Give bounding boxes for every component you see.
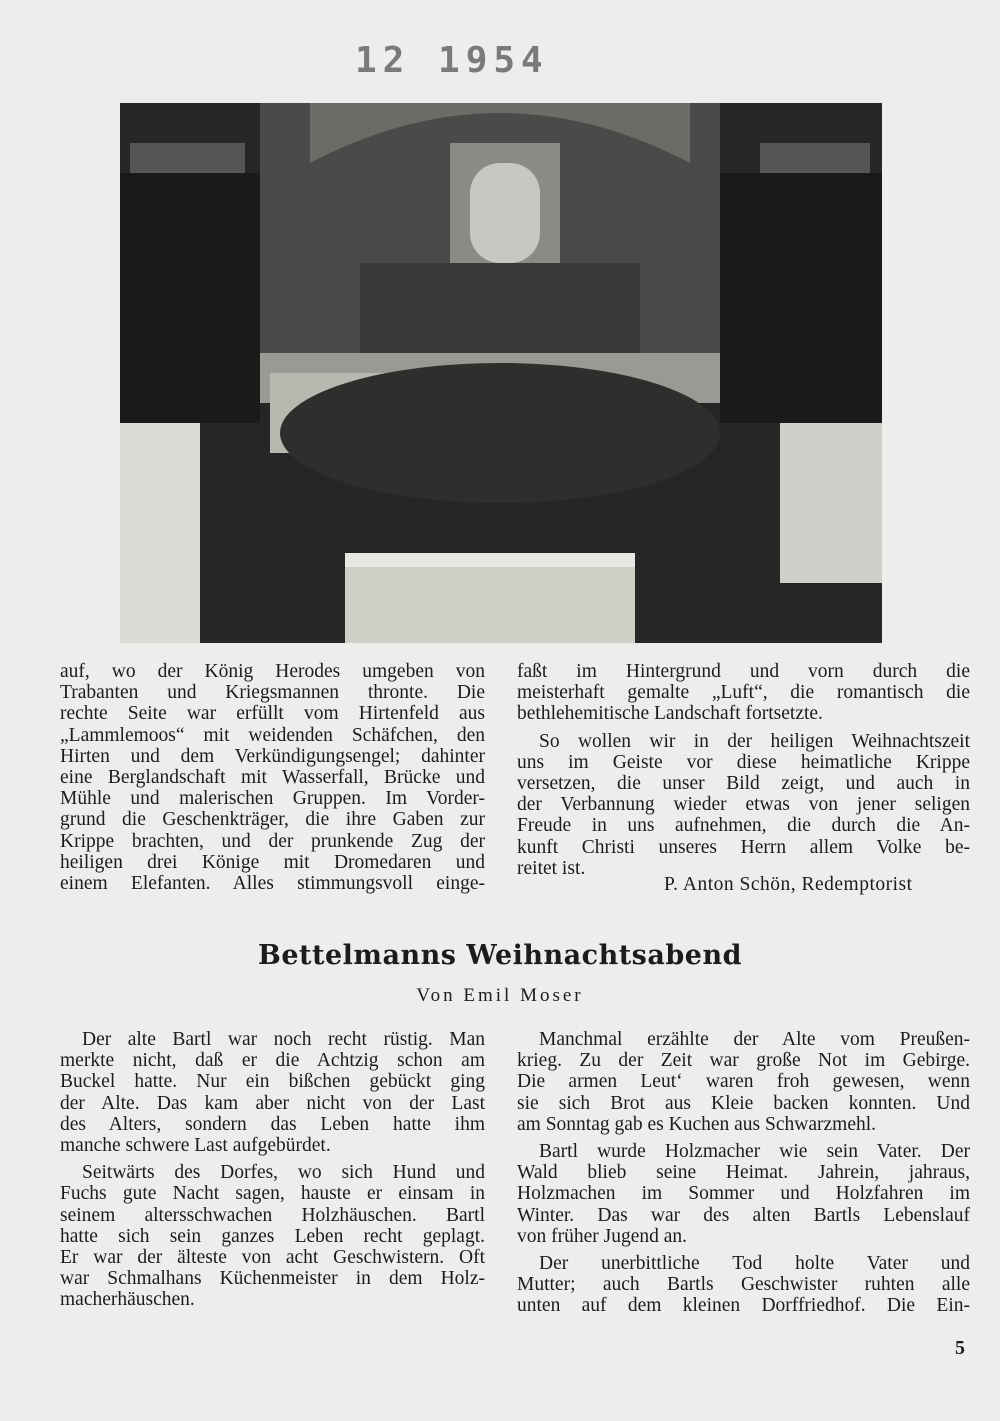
text-line: Freude in uns aufnehmen, die durch die An- <box>517 815 970 837</box>
text-line: Mutter; auch Bartls Geschwister ruhten alle <box>517 1274 970 1296</box>
text-line: So wollen wir in der heiligen Weihnachtszeit <box>539 730 970 752</box>
text-line: rechte Seite war erfüllt vom Hirtenfeld aus <box>60 703 485 725</box>
date-stamp: 12 1954 <box>355 40 549 81</box>
article2-right-column <box>517 1029 970 1322</box>
article1-signature: P. Anton Schön, Redemptorist <box>664 874 913 895</box>
text-line: der Alte. Das kam aber nicht von der Last <box>60 1092 485 1114</box>
text-line: seinem altersschwachen Holzhäuschen. Bartl <box>60 1204 485 1226</box>
text-line: meisterhaft gemalte „Luft“, die romantisch die <box>517 682 970 704</box>
altar-crib-photo <box>120 103 882 643</box>
text-line: Seitwärts des Dorfes, wo sich Hund und <box>82 1162 485 1184</box>
text-line: Winter. Das war des alten Bartls Lebenslauf <box>517 1204 970 1226</box>
text-line: kunft Christi unseres Herrn allem Volke be- <box>517 836 970 858</box>
paragraph <box>60 1029 485 1156</box>
text-line: auf, wo der König Herodes umgeben von <box>60 661 485 682</box>
text-line: „Lammlemoos“ mit weidenden Schäfchen, den <box>60 724 485 746</box>
text-line: sie sich Brot aus Kleie backen konnten. Und <box>517 1092 970 1114</box>
paragraph <box>517 731 970 879</box>
text-line: Bartl wurde Holzmacher wie sein Vater. Der <box>539 1140 970 1162</box>
text-line: eine Berglandschaft mit Wasserfall, Brücke und <box>60 766 485 788</box>
text-line: hatte sich sein ganzes Leben recht geplagt. <box>60 1225 485 1247</box>
article2-title: Bettelmanns Weihnachtsabend <box>258 940 742 971</box>
altar-photo-illustration <box>120 103 882 643</box>
text-line: merkte nicht, daß er die Achtzig schon am <box>60 1050 485 1072</box>
text-line: krieg. Zu der Zeit war große Not im Gebirge. <box>517 1050 970 1072</box>
paragraph <box>517 661 970 725</box>
paragraph <box>60 661 485 894</box>
paragraph <box>517 1029 970 1135</box>
article1-left-column <box>60 661 485 900</box>
text-line: von früher Jugend an. <box>517 1225 688 1247</box>
text-line: macherhäuschen. <box>60 1289 195 1311</box>
text-line: Mühle und malerischen Gruppen. Im Vorder- <box>60 788 485 810</box>
text-line: Manchmal erzählte der Alte vom Preußen- <box>539 1029 970 1050</box>
text-line: Er war der älteste von acht Geschwistern. Oft <box>60 1246 485 1268</box>
text-line: versetzen, die unser Bild zeigt, und auch in <box>517 772 970 794</box>
text-line: des Alters, sondern das Leben hatte ihm <box>60 1113 485 1135</box>
text-line: Der alte Bartl war noch recht rüstig. Man <box>82 1029 485 1050</box>
paragraph <box>517 1253 970 1317</box>
page-number: 5 <box>955 1337 965 1359</box>
text-line: einem Elefanten. Alles stimmungsvoll einge- <box>60 872 485 894</box>
article2-left-column <box>60 1029 485 1316</box>
text-line: der Verbannung wieder etwas von jener seligen <box>517 794 970 816</box>
text-line: Holzmachen im Sommer und Holzfahren im <box>517 1183 970 1205</box>
text-line: Krippe brachten, und der prunkende Zug der <box>60 830 485 852</box>
text-line: heiligen drei Könige mit Dromedaren und <box>60 851 485 873</box>
text-line: unten auf dem kleinen Dorffriedhof. Die Ein- <box>517 1295 970 1317</box>
text-line: Fuchs gute Nacht sagen, hauste er einsam in <box>60 1183 485 1205</box>
text-line: Der unerbittliche Tod holte Vater und <box>539 1252 970 1274</box>
text-line: bethlehemitische Landschaft fortsetzte. <box>517 703 823 725</box>
text-line: Buckel hatte. Nur ein bißchen gebückt ging <box>60 1071 485 1093</box>
text-line: faßt im Hintergrund und vorn durch die <box>517 661 970 682</box>
text-line: Trabanten und Kriegsmannen thronte. Die <box>60 682 485 704</box>
text-line: reitet ist. <box>517 857 586 879</box>
text-line: am Sonntag gab es Kuchen aus Schwarzmehl. <box>517 1113 877 1135</box>
text-line: war Schmalhans Küchenmeister in dem Holz- <box>60 1268 485 1290</box>
text-line: Die armen Leut‘ waren froh gewesen, wenn <box>517 1071 970 1093</box>
text-line: uns im Geiste vor diese heimatliche Krippe <box>517 751 970 773</box>
text-line: Wald blieb seine Heimat. Jahrein, jahraus, <box>517 1162 970 1184</box>
text-line: manche schwere Last aufgebürdet. <box>60 1134 331 1156</box>
text-line: Hirten und dem Verkündigungsengel; dahinter <box>60 745 485 767</box>
article1-right-column <box>517 661 970 885</box>
paragraph <box>60 1162 485 1310</box>
text-line: grund die Geschenkträger, die ihre Gaben zur <box>60 809 485 831</box>
paragraph <box>517 1141 970 1247</box>
article2-byline: Von Emil Moser <box>416 985 584 1006</box>
